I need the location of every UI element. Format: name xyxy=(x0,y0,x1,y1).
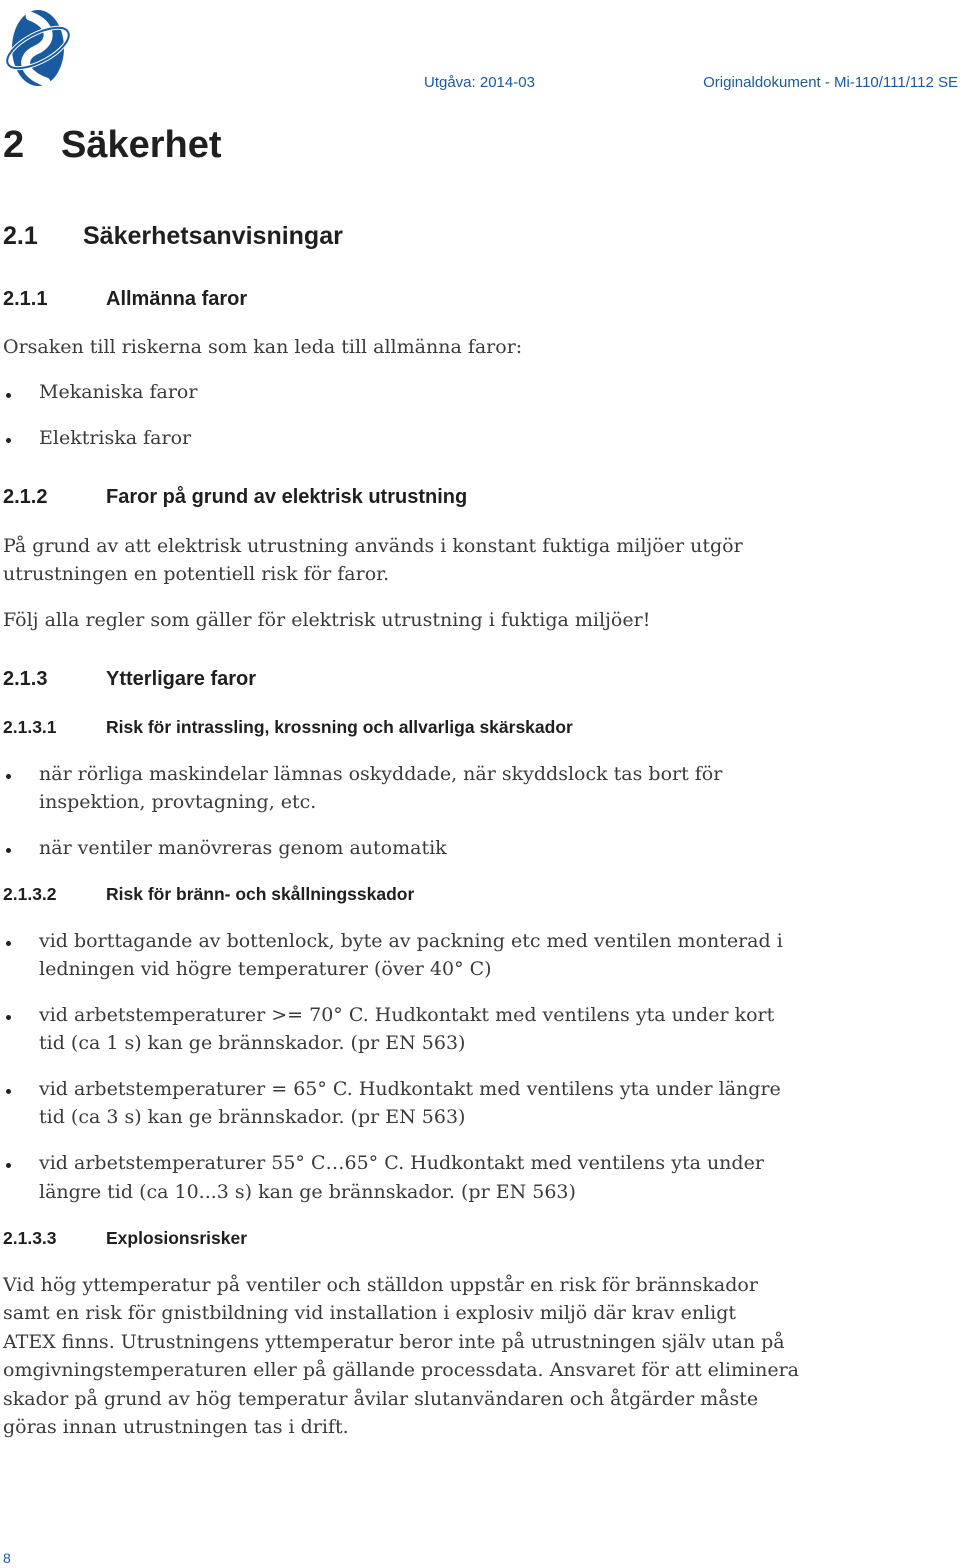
paragraph: Orsaken till riskerna som kan leda till allmänna faror: xyxy=(3,336,523,358)
bullet-icon xyxy=(6,1163,11,1168)
section-number: 2.1.3.2 xyxy=(3,884,57,904)
section-number: 2.1.3 xyxy=(3,668,48,690)
paragraph-line: skador på grund av hög temperatur åvilar slutanvändaren och åtgärder måste xyxy=(3,1388,759,1410)
section-number: 2.1 xyxy=(3,222,38,250)
chapter-title: Säkerhet xyxy=(61,124,222,166)
section-title: Säkerhetsanvisningar xyxy=(83,222,343,250)
section-title: Faror på grund av elektrisk utrustning xyxy=(106,486,468,508)
list-item: när ventiler manövreras genom automatik xyxy=(39,837,447,859)
list-item-line: när rörliga maskindelar lämnas oskyddade, när skyddslock tas bort för xyxy=(39,763,723,785)
section-title: Explosionsrisker xyxy=(106,1228,248,1248)
chapter-number: 2 xyxy=(3,124,25,166)
paragraph-line: På grund av att elektrisk utrustning används i konstant fuktiga miljöer utgör xyxy=(3,535,743,557)
section-heading-2-1 xyxy=(3,222,343,251)
bullet-icon xyxy=(6,438,11,443)
section-heading-2-1-3-2 xyxy=(3,884,414,905)
paragraph: Följ alla regler som gäller för elektrisk utrustning i fuktiga miljöer! xyxy=(3,609,651,631)
section-title: Allmänna faror xyxy=(106,288,248,310)
chapter-heading xyxy=(3,124,222,167)
paragraph-line: ATEX finns. Utrustningens yttemperatur beror inte på utrustningen själv utan på xyxy=(3,1331,785,1353)
section-heading-2-1-3-3 xyxy=(3,1228,247,1249)
document-id: Originaldokument - Mi-110/111/112 SE xyxy=(703,74,958,91)
list-item-line: tid (ca 1 s) kan ge brännskador. (pr EN 563) xyxy=(39,1032,466,1054)
page-number: 8 xyxy=(3,1550,11,1566)
section-heading-2-1-3-1 xyxy=(3,717,573,738)
list-item: Mekaniska faror xyxy=(39,381,198,403)
section-heading-2-1-3 xyxy=(3,668,256,691)
section-number: 2.1.2 xyxy=(3,486,48,508)
bullet-icon xyxy=(6,774,11,779)
paragraph-line: utrustningen en potentiell risk för faror. xyxy=(3,563,390,585)
paragraph-line: Vid hög yttemperatur på ventiler och ställdon uppstår en risk för brännskador xyxy=(3,1274,758,1296)
list-item-line: vid arbetstemperaturer >= 70° C. Hudkontakt med ventilens yta under kort xyxy=(39,1004,775,1026)
list-item-line: vid borttagande av bottenlock, byte av packning etc med ventilen monterad i xyxy=(39,930,783,952)
section-number: 2.1.1 xyxy=(3,288,48,310)
section-title: Ytterligare faror xyxy=(106,668,257,690)
edition-date: Utgåva: 2014-03 xyxy=(424,74,535,91)
list-item-line: ledningen vid högre temperaturer (över 40° C) xyxy=(39,958,492,980)
list-item-line: vid arbetstemperaturer 55° C…65° C. Hudkontakt med ventilens yta under xyxy=(39,1152,764,1174)
paragraph-line: omgivningstemperaturen eller på gällande processdata. Ansvaret för att eliminera xyxy=(3,1359,800,1381)
section-number: 2.1.3.1 xyxy=(3,717,57,737)
section-number: 2.1.3.3 xyxy=(3,1228,57,1248)
bullet-icon xyxy=(6,1015,11,1020)
list-item-line: vid arbetstemperaturer = 65° C. Hudkontakt med ventilens yta under längre xyxy=(39,1078,781,1100)
section-heading-2-1-2 xyxy=(3,486,467,509)
globe-logo-icon xyxy=(2,2,74,92)
paragraph-line: samt en risk för gnistbildning vid installation i explosiv miljö där krav enligt xyxy=(3,1302,737,1324)
list-item-line: längre tid (ca 10...3 s) kan ge brännskador. (pr EN 563) xyxy=(39,1181,576,1203)
section-title: Risk för intrassling, krossning och allvarliga skärskador xyxy=(106,717,573,737)
bullet-icon xyxy=(6,848,11,853)
list-item-line: inspektion, provtagning, etc. xyxy=(39,791,317,813)
bullet-icon xyxy=(6,941,11,946)
section-heading-2-1-1 xyxy=(3,288,247,311)
bullet-icon xyxy=(6,1089,11,1094)
paragraph-line: göras innan utrustningen tas i drift. xyxy=(3,1416,349,1438)
section-title: Risk för bränn- och skållningsskador xyxy=(106,884,415,904)
list-item: Elektriska faror xyxy=(39,427,192,449)
list-item-line: tid (ca 3 s) kan ge brännskador. (pr EN 563) xyxy=(39,1106,466,1128)
bullet-icon xyxy=(6,393,11,398)
